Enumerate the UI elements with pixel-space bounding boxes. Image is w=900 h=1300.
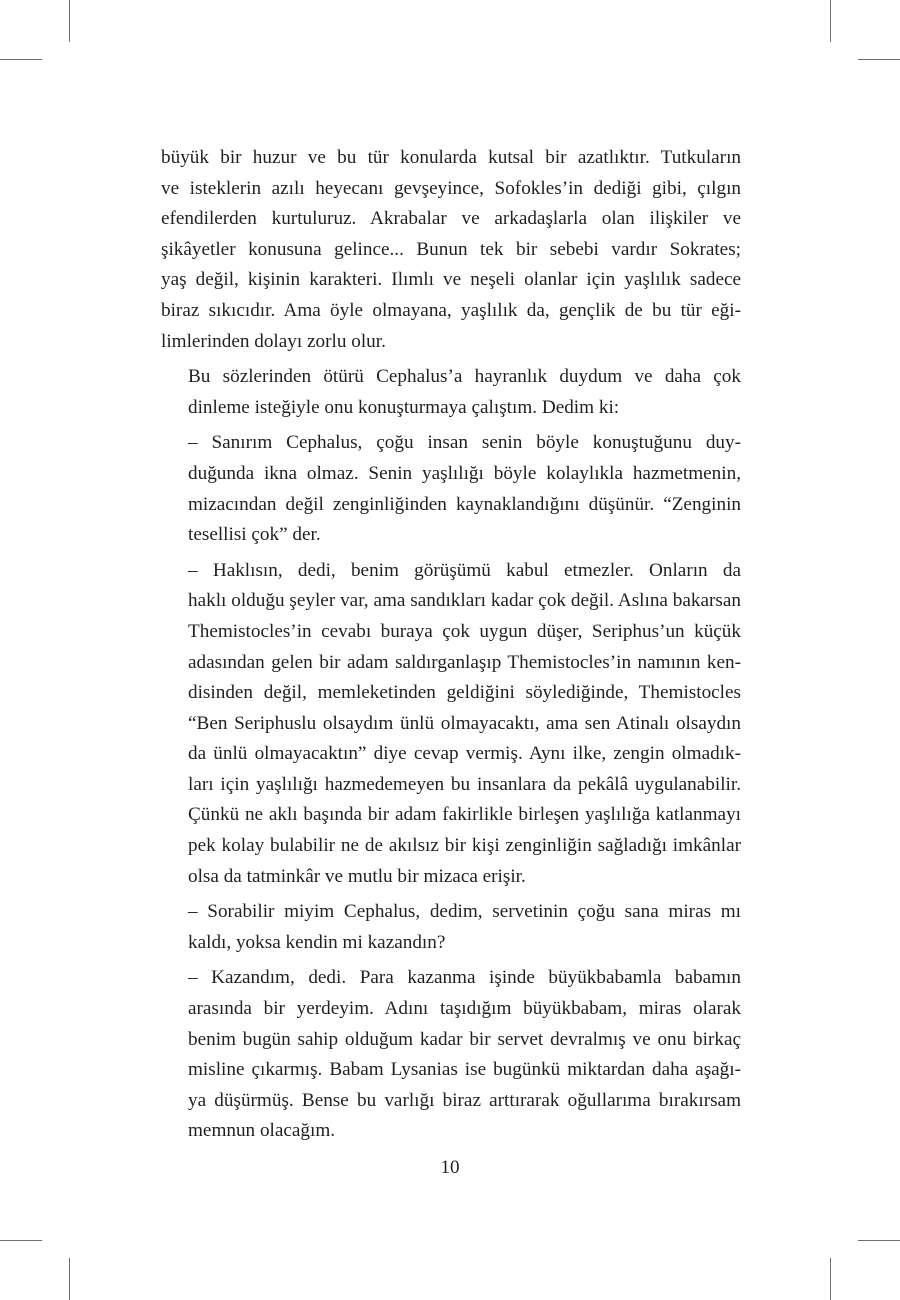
text-line: Çünkü ne aklı başında bir adam fakirlikle birleşen yaşlılığa katlanmayı	[188, 804, 741, 826]
crop-mark-top-right	[830, 0, 831, 42]
paragraph	[161, 897, 741, 958]
text-line: – Kazandım, dedi. Para kazanma işinde büyükbabamla babamın	[188, 967, 741, 989]
text-line: da ünlü olmayacaktın” diye cevap vermiş. Aynı ilke, zengin olmadık-	[188, 743, 741, 765]
crop-mark-right-top	[858, 59, 900, 60]
text-line: Bu sözlerinden ötürü Cephalus’a hayranlık duydum ve daha çok	[188, 366, 741, 388]
text-line: büyük bir huzur ve bu tür konularda kutsal bir azatlıktır. Tutkuların	[161, 147, 741, 168]
paragraph	[161, 362, 741, 423]
text-line: dinleme isteğiyle onu konuşturmaya çalıştım. Dedim ki:	[188, 396, 620, 418]
text-line: kaldı, yoksa kendin mi kazandın?	[188, 931, 446, 953]
text-line: pek kolay bulabilir ne de akılsız bir kişi zenginliğin sağladığı imkânlar	[188, 835, 741, 857]
crop-mark-left-bottom	[0, 1240, 42, 1241]
crop-mark-bottom-left	[69, 1258, 70, 1300]
paragraph	[161, 963, 741, 1147]
text-line: mizacından değil zenginliğinden kaynaklandığını düşünür. “Zenginin	[188, 493, 741, 515]
text-line: duğunda ikna olmaz. Senin yaşlılığı böyle kolaylıkla hazmetmenin,	[188, 462, 741, 484]
paragraph	[161, 556, 741, 893]
text-line: limlerinden dolayı zorlu olur.	[161, 330, 386, 352]
text-line: Themistocles’in cevabı buraya çok uygun düşer, Seriphus’un küçük	[188, 620, 741, 642]
text-line: efendilerden kurtuluruz. Akrabalar ve arkadaşlarla olan ilişkiler ve	[161, 208, 741, 230]
text-line: haklı olduğu şeyler var, ama sandıkları kadar çok değil. Aslına bakarsan	[188, 590, 741, 612]
page-number: 10	[440, 1157, 460, 1178]
crop-mark-right-bottom	[858, 1240, 900, 1241]
text-line: disinden değil, memleketinden geldiğini söylediğinde, Themistocles	[188, 682, 741, 704]
text-line: biraz sıkıcıdır. Ama öyle olmayana, yaşlılık da, gençlik de bu tür eği-	[161, 299, 741, 321]
text-line: ve isteklerin azılı heyecanı gevşeyince, Sofokles’in dediği gibi, çılgın	[161, 177, 741, 199]
crop-mark-left-top	[0, 59, 42, 60]
text-line: – Sorabilir miyim Cephalus, dedim, servetinin çoğu sana miras mı	[188, 901, 741, 923]
crop-mark-top-left	[69, 0, 70, 42]
paragraph	[161, 143, 741, 357]
crop-mark-bottom-right	[830, 1258, 831, 1300]
text-line: ları için yaşlılığı hazmedemeyen bu insanlara da pekâlâ uygulanabilir.	[188, 773, 741, 795]
text-line: – Haklısın, dedi, benim görüşümü kabul etmezler. Onların da	[188, 559, 741, 581]
text-line: benim bugün sahip olduğum kadar bir servet devralmış ve onu birkaç	[188, 1028, 741, 1050]
paragraph	[161, 428, 741, 550]
text-line: ya düşürmüş. Bense bu varlığı biraz arttırarak oğullarıma bırakırsam	[188, 1089, 741, 1111]
body-text	[161, 143, 741, 1147]
text-line: tesellisi çok” der.	[188, 524, 321, 546]
text-line: arasında bir yerdeyim. Adını taşıdığım büyükbabam, miras olarak	[188, 998, 741, 1020]
text-line: yaş değil, kişinin karakteri. Ilımlı ve neşeli olanlar için yaşlılık sadece	[161, 269, 741, 291]
text-line: olsa da tatminkâr ve mutlu bir mizaca erişir.	[188, 865, 526, 887]
text-line: adasından gelen bir adam saldırganlaşıp Themistocles’in namının ken-	[188, 651, 741, 673]
text-line: “Ben Seriphuslu olsaydım ünlü olmayacaktı, ama sen Atinalı olsaydın	[188, 712, 741, 734]
text-line: memnun olacağım.	[188, 1120, 336, 1142]
text-line: şikâyetler konusuna gelince... Bunun tek bir sebebi vardır Sokrates;	[161, 238, 741, 260]
text-line: – Sanırım Cephalus, çoğu insan senin böyle konuştuğunu duy-	[188, 432, 741, 454]
text-line: misline çıkarmış. Babam Lysanias ise bugünkü miktardan daha aşağı-	[188, 1059, 741, 1081]
